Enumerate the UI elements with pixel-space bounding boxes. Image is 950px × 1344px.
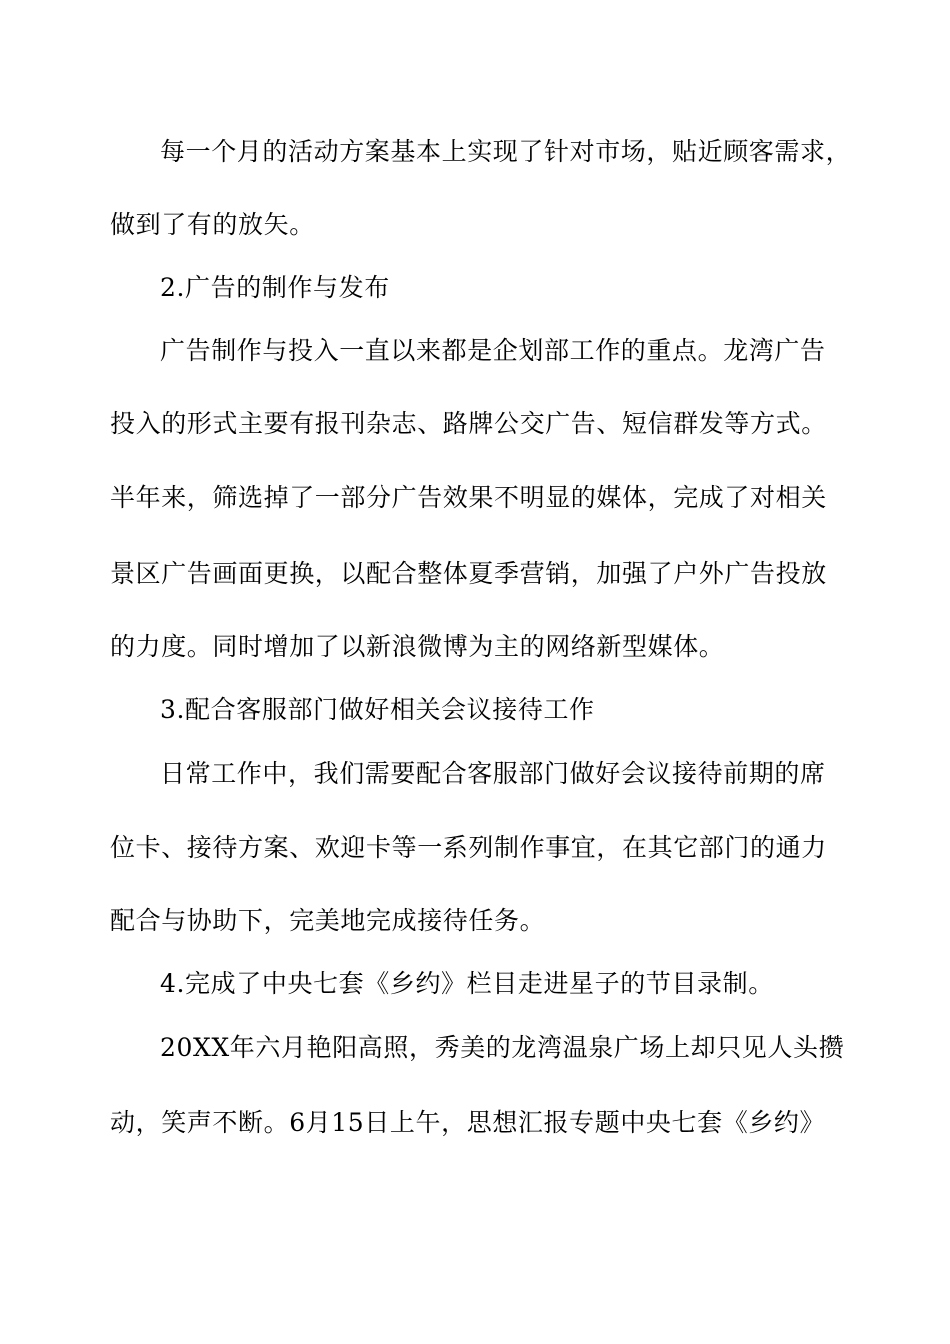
section-heading: 4.完成了中央七套《乡约》栏目走进星子的节目录制。 [160,969,774,998]
paragraph-line: 投入的形式主要有报刊杂志、路牌公交广告、短信群发等方式。 [110,409,827,438]
section-heading: 3.配合客服部门做好相关会议接待工作 [160,695,595,724]
paragraph-line: 广告制作与投入一直以来都是企划部工作的重点。龙湾广告 [160,336,826,365]
paragraph-line: 每一个月的活动方案基本上实现了针对市场，贴近顾客需求， [160,137,852,166]
paragraph-line: 位卡、接待方案、欢迎卡等一系列制作事宜，在其它部门的通力 [110,833,827,862]
paragraph-line: 景区广告画面更换，以配合整体夏季营销，加强了户外广告投放 [110,559,827,588]
section-heading: 2.广告的制作与发布 [160,273,390,302]
paragraph-line: 配合与协助下，完美地完成接待任务。 [110,906,546,935]
paragraph-line: 半年来，筛选掉了一部分广告效果不明显的媒体，完成了对相关 [110,483,827,512]
paragraph-line: 动，笑声不断。6月15日上午，思想汇报专题中央七套《乡约》 [110,1108,826,1137]
paragraph-line: 的力度。同时增加了以新浪微博为主的网络新型媒体。 [110,632,725,661]
paragraph-line: 20XX年六月艳阳高照，秀美的龙湾温泉广场上却只见人头攒 [160,1033,845,1062]
paragraph-line: 做到了有的放矢。 [110,210,315,239]
paragraph-line: 日常工作中，我们需要配合客服部门做好会议接待前期的席 [160,759,826,788]
